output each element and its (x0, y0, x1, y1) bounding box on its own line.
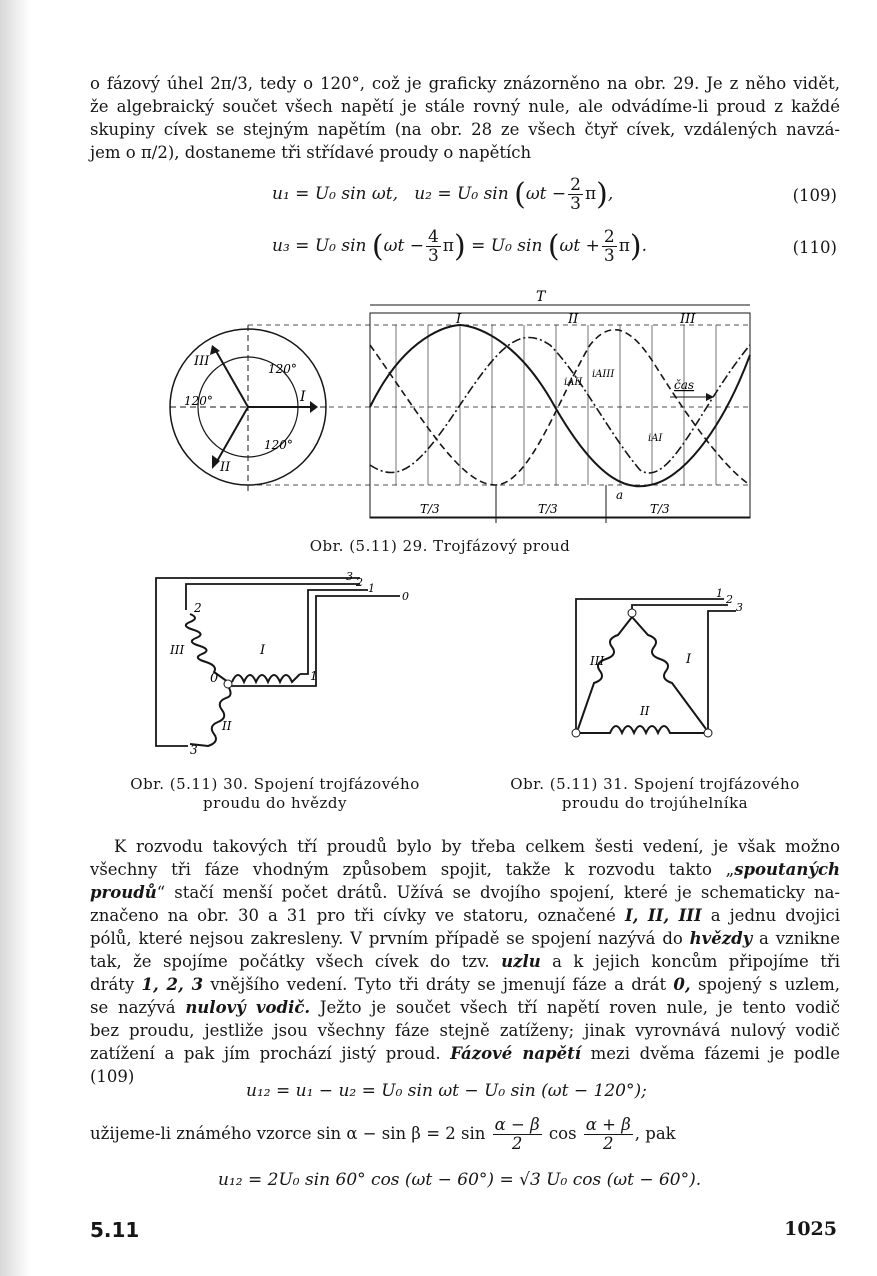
coil-III (186, 614, 228, 682)
node-circle (224, 680, 232, 688)
curve-label-II: II (568, 312, 579, 327)
coil-I (232, 674, 300, 682)
wire-1 (300, 590, 368, 674)
end-label: 3 (190, 743, 198, 757)
text-run: pólů, které nejsou zakresleny. V prvním případě se spojení nazývá do (90, 929, 683, 948)
emphasis: 1, 2, 3 (141, 975, 204, 994)
time-arrowhead (706, 393, 714, 401)
eq-u1: u₁ = U₀ sin ωt, (272, 184, 398, 204)
figure-31-caption (485, 775, 825, 813)
fraction-numerator: 2 (603, 227, 615, 247)
scan-edge-shadow (0, 0, 30, 1276)
fraction-numerator: α + β (585, 1115, 631, 1134)
eq-term: ωt − (383, 236, 424, 256)
coil-label: III (590, 654, 605, 668)
eq-tail: , (607, 184, 614, 204)
phasor-label-I: I (300, 389, 306, 405)
text-run: tak, že spojíme počátky všech cívek do tzv. (90, 952, 490, 971)
equation-110: u₃ = U₀ sin (ωt − $\frac{4}{3}$ π) = U₀ sin (ωt + $\frac{2}{3}$ π). (272, 227, 648, 266)
label-T: T (536, 289, 546, 305)
curve-label-I: I (456, 312, 462, 327)
coil-label: II (640, 704, 650, 718)
emphasis: hvězdy (689, 929, 753, 948)
equation-u12: u₁₂ = u₁ − u₂ = U₀ sin ωt − U₀ sin (ωt − 120°); (246, 1081, 647, 1101)
formula-cos: cos (548, 1124, 577, 1143)
curve-I (370, 325, 750, 486)
emphasis: Fázové napětí (450, 1044, 581, 1063)
caption-line: Obr. (5.11) 31. Spojení trojfázového (510, 775, 800, 793)
eq-u2: u₂ = U₀ sin (414, 184, 509, 204)
section-number: 5.11 (90, 1218, 140, 1242)
text-line: skupiny cívek se stejným napětím (na obr. 28 ze všech čtyř cívek, vzdálených navzá- (90, 120, 840, 139)
node-circle (628, 609, 636, 617)
fraction-denominator: 3 (603, 246, 615, 266)
figure-29-caption: Obr. (5.11) 29. Trojfázový proud (309, 537, 571, 555)
eq-pi: π (618, 236, 630, 256)
caption-line: proudu do trojúhelníka (561, 794, 749, 812)
fraction-numerator: 2 (570, 175, 581, 195)
point-label-a: a (616, 488, 624, 502)
text-line: (109) (90, 1067, 135, 1086)
fraction-denominator: 2 (511, 1134, 523, 1153)
fraction (602, 228, 617, 265)
wire-label: 0 (402, 590, 409, 603)
text-run: mezi dvěma fázemi je podle (590, 1044, 840, 1063)
coil-label: III (170, 643, 185, 657)
fraction-numerator: 4 (427, 227, 439, 247)
text-run: “ stačí menší počet drátů. Užívá se dvojího spojení, které je schematicky na- (156, 883, 840, 902)
phasor-label-III: III (194, 354, 210, 369)
wire-label: 3 (736, 601, 743, 614)
fraction (493, 1116, 542, 1153)
fraction-denominator: 3 (427, 246, 439, 266)
t3-label: T/3 (420, 502, 440, 516)
text-run: značeno na obr. 30 a 31 pro tři cívky ve statoru, označené (90, 906, 616, 925)
fraction (584, 1116, 633, 1153)
figure-29-three-phase-diagram (160, 285, 760, 530)
node-label: 0 (210, 671, 219, 686)
emphasis: proudů (90, 883, 157, 902)
coil-II (580, 726, 704, 733)
wire-2 (632, 605, 728, 609)
formula-tail: , pak (634, 1124, 676, 1143)
text-run: se nazývá (90, 998, 176, 1017)
end-label: 1 (310, 669, 318, 683)
wire-label: 1 (368, 582, 375, 595)
coil-label: I (260, 643, 266, 658)
fraction (568, 176, 583, 213)
text-run: zatížení a pak jím prochází jistý proud. (90, 1044, 441, 1063)
angle-label: 120° (264, 438, 293, 452)
text-run: a jednu dvojici (710, 906, 840, 925)
eq-term: ωt + (559, 236, 600, 256)
node-circle (704, 729, 712, 737)
formula-lead: užijeme-li známého vzorce sin α − sin β = 2 sin (90, 1124, 486, 1143)
current-label: iAI (648, 433, 663, 444)
text-line: že algebraický součet všech napětí je stále rovný nule, ale odvádíme-li proud z každé (90, 97, 840, 116)
wire-label: 1 (716, 587, 723, 600)
t3-label: T/3 (538, 502, 558, 516)
eq-pi: π (584, 184, 597, 204)
wire-label: 3 (346, 570, 353, 583)
vertical-grid (396, 325, 716, 485)
figure-30-caption (110, 775, 440, 813)
equation-number-110: (110) (792, 238, 837, 257)
figure-31-delta-connection (560, 585, 750, 745)
text-line (90, 858, 840, 881)
formula-line (90, 1116, 676, 1153)
wire-label: 2 (726, 593, 733, 606)
text-line (90, 881, 840, 904)
wire-label: 2 (356, 576, 363, 589)
eq-tail: . (641, 236, 648, 256)
text-line (90, 927, 840, 950)
wire-3 (708, 611, 736, 733)
text-run: spojený s uzlem, (697, 975, 841, 994)
time-label: čas (674, 378, 695, 392)
curve-III (370, 338, 750, 473)
end-label: 2 (194, 601, 202, 615)
t3-label: T/3 (650, 502, 670, 516)
eq-pi: π (442, 236, 454, 256)
text-run: všechny tři fáze vhodným způsobem spojit, takže k rozvodu takto „ (90, 860, 735, 879)
caption-line: Obr. (5.11) 30. Spojení trojfázového (130, 775, 420, 793)
text-run: a k jejich koncům připojíme tři (552, 952, 840, 971)
current-label: iAII (564, 377, 583, 388)
fraction-numerator: α − β (494, 1115, 540, 1134)
eq-mid: = U₀ sin (471, 236, 543, 256)
coil-III (578, 617, 632, 729)
node-circle (572, 729, 580, 737)
text-line: jem o π/2), dostaneme tři střídavé proudy o napětích (90, 143, 532, 162)
equation-final: u₁₂ = 2U₀ sin 60° cos (ωt − 60°) = √3 U₀ cos (ωt − 60°). (218, 1170, 702, 1190)
emphasis: I, II, III (624, 906, 702, 925)
curve-label-III: III (680, 312, 696, 327)
body-paragraph (90, 835, 840, 1088)
page-number: 1025 (784, 1218, 837, 1240)
coil-label: I (686, 652, 692, 667)
equation-109: u₁ = U₀ sin ωt, u₂ = U₀ sin (ωt − $\frac{2}{3}$ π), (272, 175, 614, 214)
text-line: bez proudu, jestliže jsou všechny fáze stejně zatíženy; jinak vyrovnává nulový vodič (90, 1021, 840, 1040)
eq-u3: u₃ = U₀ sin (272, 236, 367, 256)
text-run: vnějšího vedení. Tyto tři dráty se jmenují fáze a drát (210, 975, 667, 994)
wire-2 (186, 584, 360, 610)
fraction-denominator: 3 (570, 194, 581, 214)
text-line: K rozvodu takových tří proudů bylo by třeba celkem šesti vedení, je však možno (114, 837, 840, 856)
intro-paragraph (90, 72, 840, 164)
angle-label: 120° (268, 362, 297, 376)
emphasis: 0, (673, 975, 691, 994)
text-line (90, 996, 840, 1019)
angle-label: 120° (184, 394, 213, 408)
fraction (426, 228, 441, 265)
equation-number-109: (109) (792, 186, 837, 205)
figure-30-star-connection (150, 570, 430, 760)
coil-II (190, 686, 231, 746)
fraction-denominator: 2 (603, 1134, 614, 1153)
coil-label: II (222, 719, 232, 733)
text-run: a vznikne (759, 929, 841, 948)
text-line (90, 1042, 840, 1065)
emphasis: spoutaných (734, 860, 840, 879)
emphasis: uzlu (501, 952, 541, 971)
text-line (90, 904, 840, 927)
text-run: dráty (90, 975, 135, 994)
text-line (90, 950, 840, 973)
text-run: Ježto je součet všech tří napětí roven nule, je tento vodič (319, 998, 840, 1017)
eq-term: ωt − (525, 184, 567, 204)
text-line (90, 973, 840, 996)
caption-line: proudu do hvězdy (203, 794, 347, 812)
emphasis: nulový vodič. (185, 998, 311, 1017)
phasor-label-II: II (220, 460, 231, 475)
current-label: iAIII (592, 369, 615, 380)
text-line: o fázový úhel 2π/3, tedy o 120°, což je graficky znázorněno na obr. 29. Je z něho vidět, (90, 74, 840, 93)
